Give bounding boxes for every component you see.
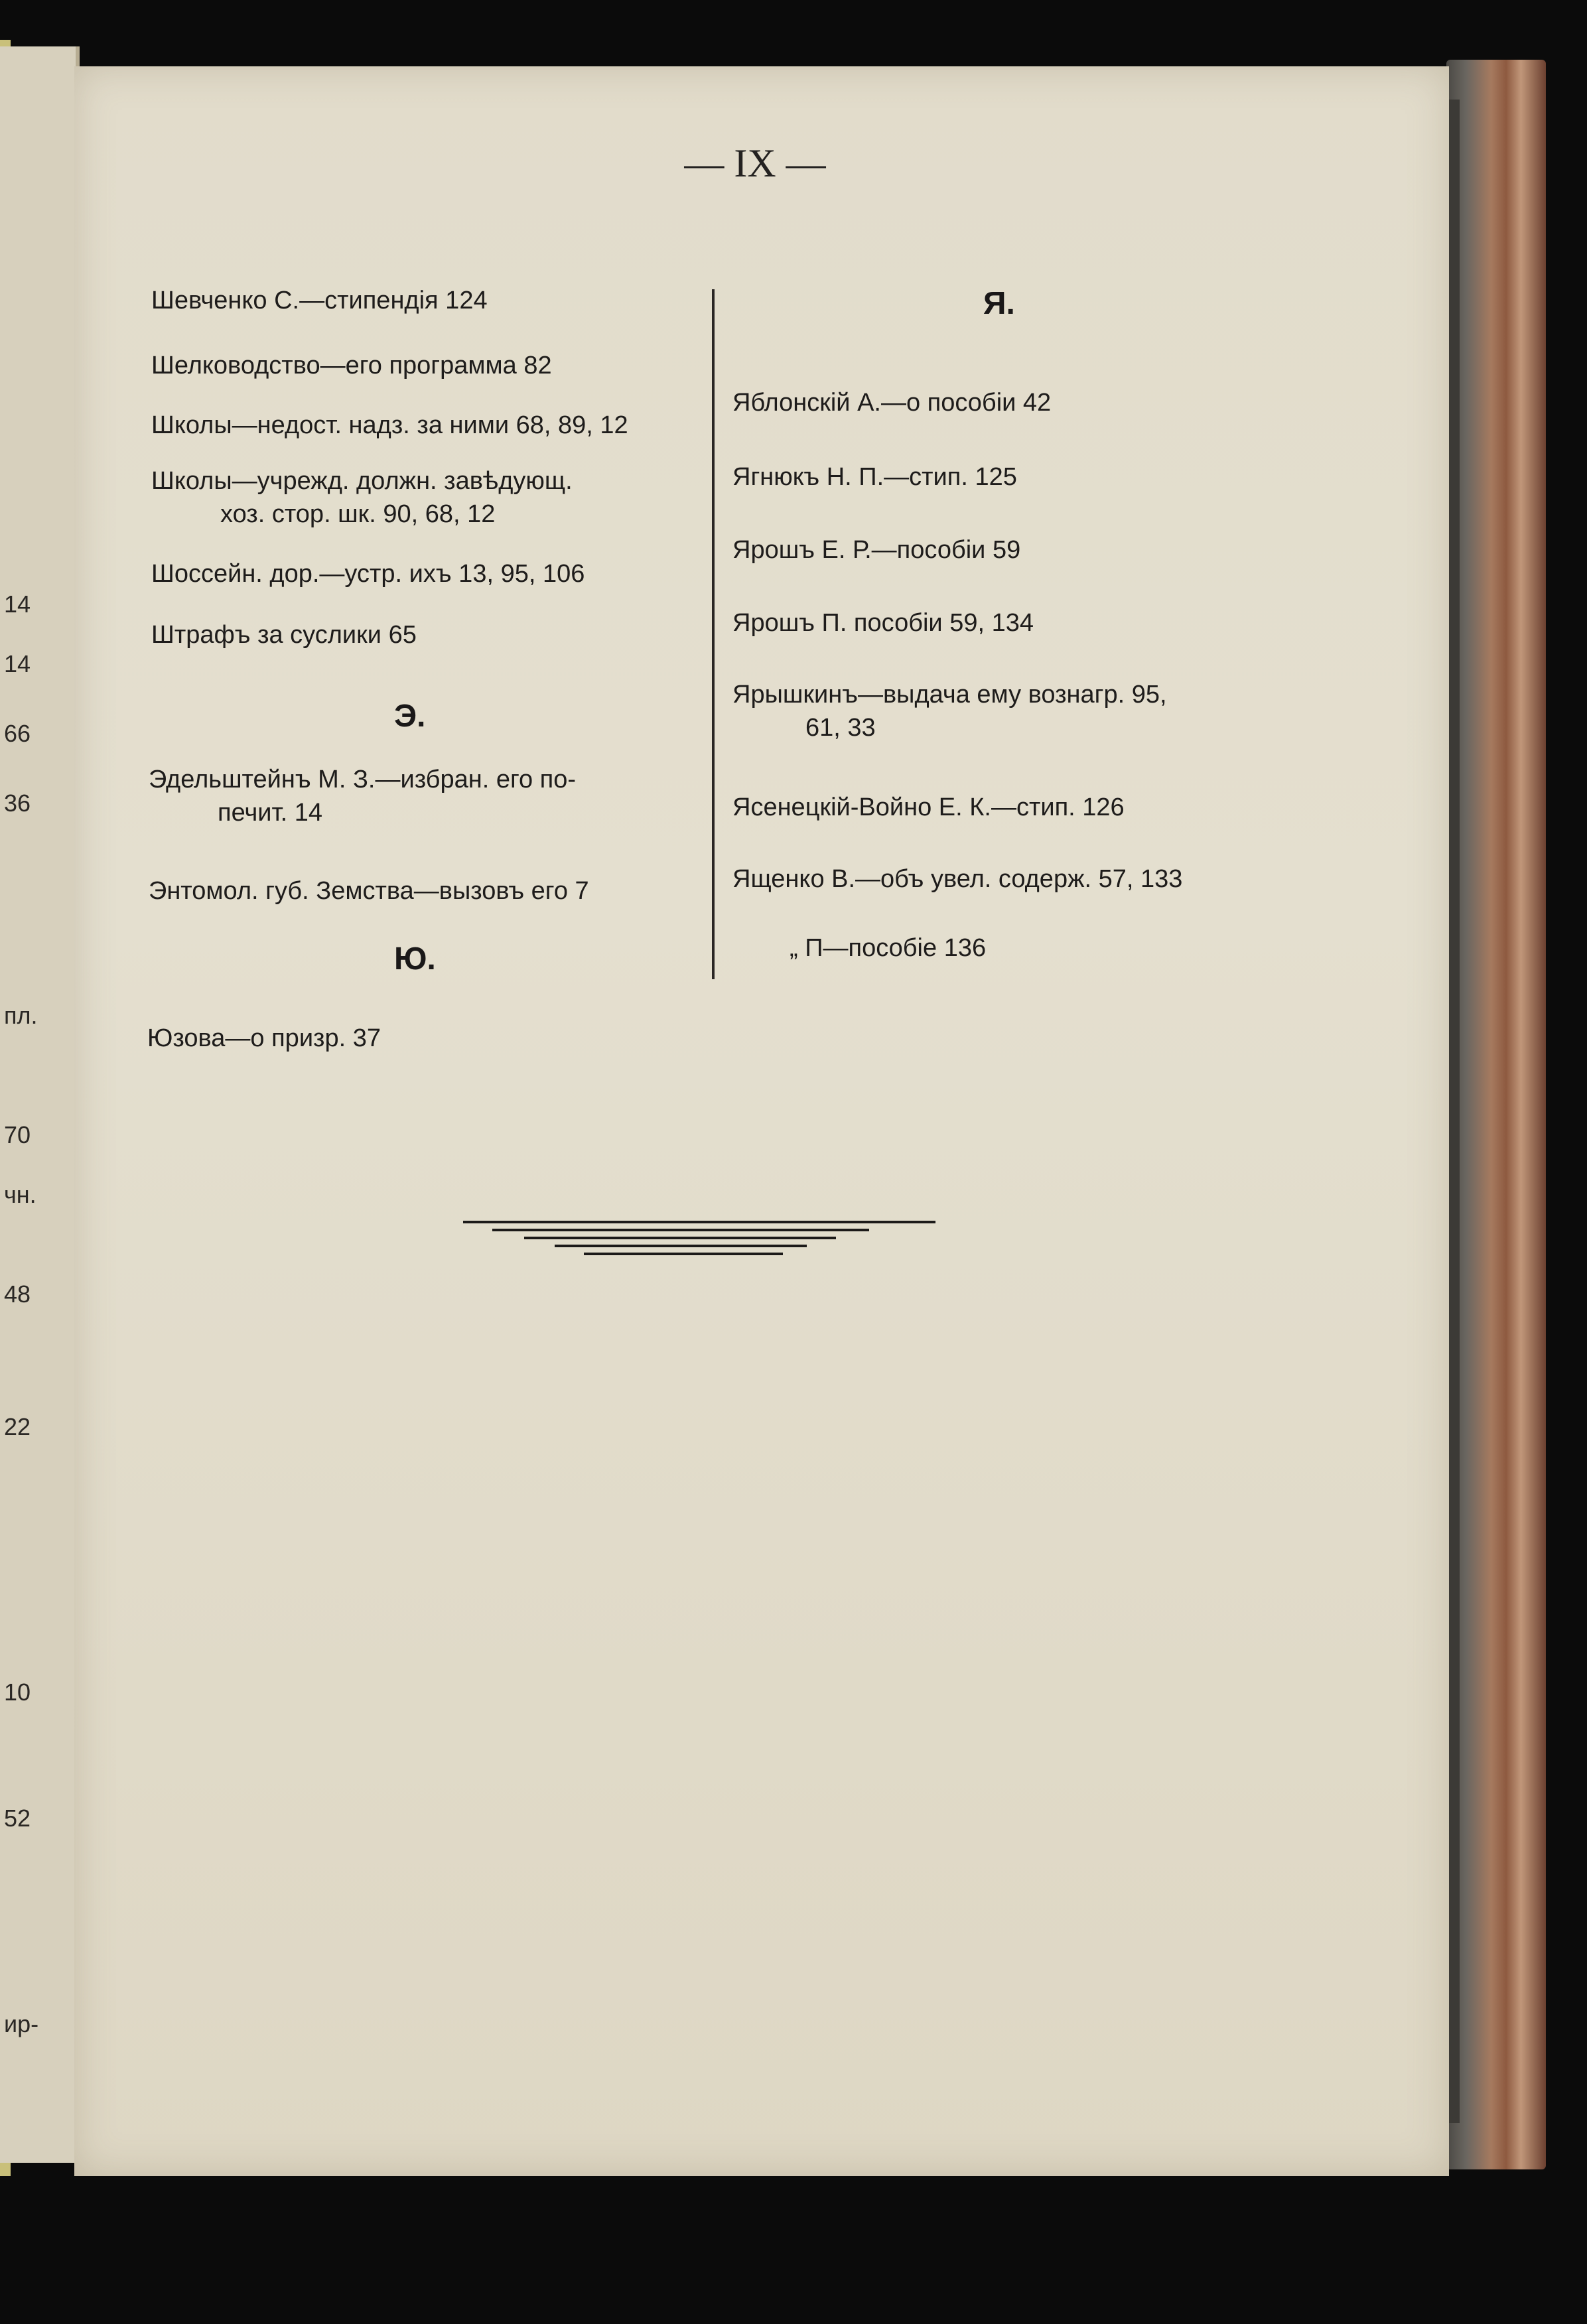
index-entry: „ П—пособіе 136 [790,934,987,962]
left-fragment: 66 [4,720,31,747]
index-entry: Школы—учрежд. должн. завѣдующ. хоз. стор. шк. 90, 68, 12 [151,467,573,528]
column-divider [712,289,715,979]
index-entry: Ященко В.—объ увел. содерж. 57, 133 [732,865,1183,893]
index-entry: Шелководство—его программа 82 [151,352,552,379]
index-entry: Школы—недост. надз. за ними 68, 89, 12 [151,411,628,439]
index-entry: Энтомол. губ. Земства—вызовъ его 7 [149,877,589,905]
index-entry: Яблонскій А.—о пособіи 42 [732,389,1052,417]
index-entry: Юзова—о призр. 37 [147,1024,381,1052]
index-entry: Ярошъ Е. Р.—пособіи 59 [732,536,1021,564]
index-entry: Ярышкинъ—выдача ему вознагр. 95, 61, 33 [732,681,1167,742]
index-entry: Ягнюкъ Н. П.—стип. 125 [732,463,1017,491]
left-fragment: 14 [4,590,31,618]
index-entry: Шевченко С.—стипендія 124 [151,287,488,314]
ornament-rule [463,1221,935,1223]
ornament-rule [555,1245,807,1247]
left-fragment: ир- [4,2010,39,2037]
left-fragment: пл. [4,1002,38,1029]
left-fragment: 10 [4,1678,31,1706]
index-entry: Шоссейн. дор.—устр. ихъ 13, 95, 106 [151,560,585,588]
left-facing-page [0,46,80,2163]
left-fragment: 22 [4,1413,31,1440]
left-fragment: 36 [4,789,31,817]
index-page [74,66,1449,2176]
book-cover-edge [1446,60,1546,2169]
section-letter: Э. [394,699,426,734]
left-fragment: 14 [4,650,31,677]
ornament-rule [492,1229,869,1231]
left-fragment: 70 [4,1121,31,1148]
section-letter: Ю. [394,941,436,977]
section-letter: Я. [983,286,1015,321]
index-entry: Эдельштейнъ М. З.—избран. его по- печит. 14 [149,766,577,827]
index-entry: Ясенецкій-Войно Е. К.—стип. 126 [732,793,1125,821]
index-entry: Штрафъ за суслики 65 [151,621,417,649]
index-entry: Ярошъ П. пособіи 59, 134 [732,609,1034,637]
page-number: — IX — [684,141,826,185]
left-fragment: 52 [4,1805,31,1832]
ornament-rule [584,1253,783,1255]
ornament-rule [524,1237,836,1239]
left-fragment: 48 [4,1280,31,1308]
left-fragment: чн. [4,1181,36,1208]
